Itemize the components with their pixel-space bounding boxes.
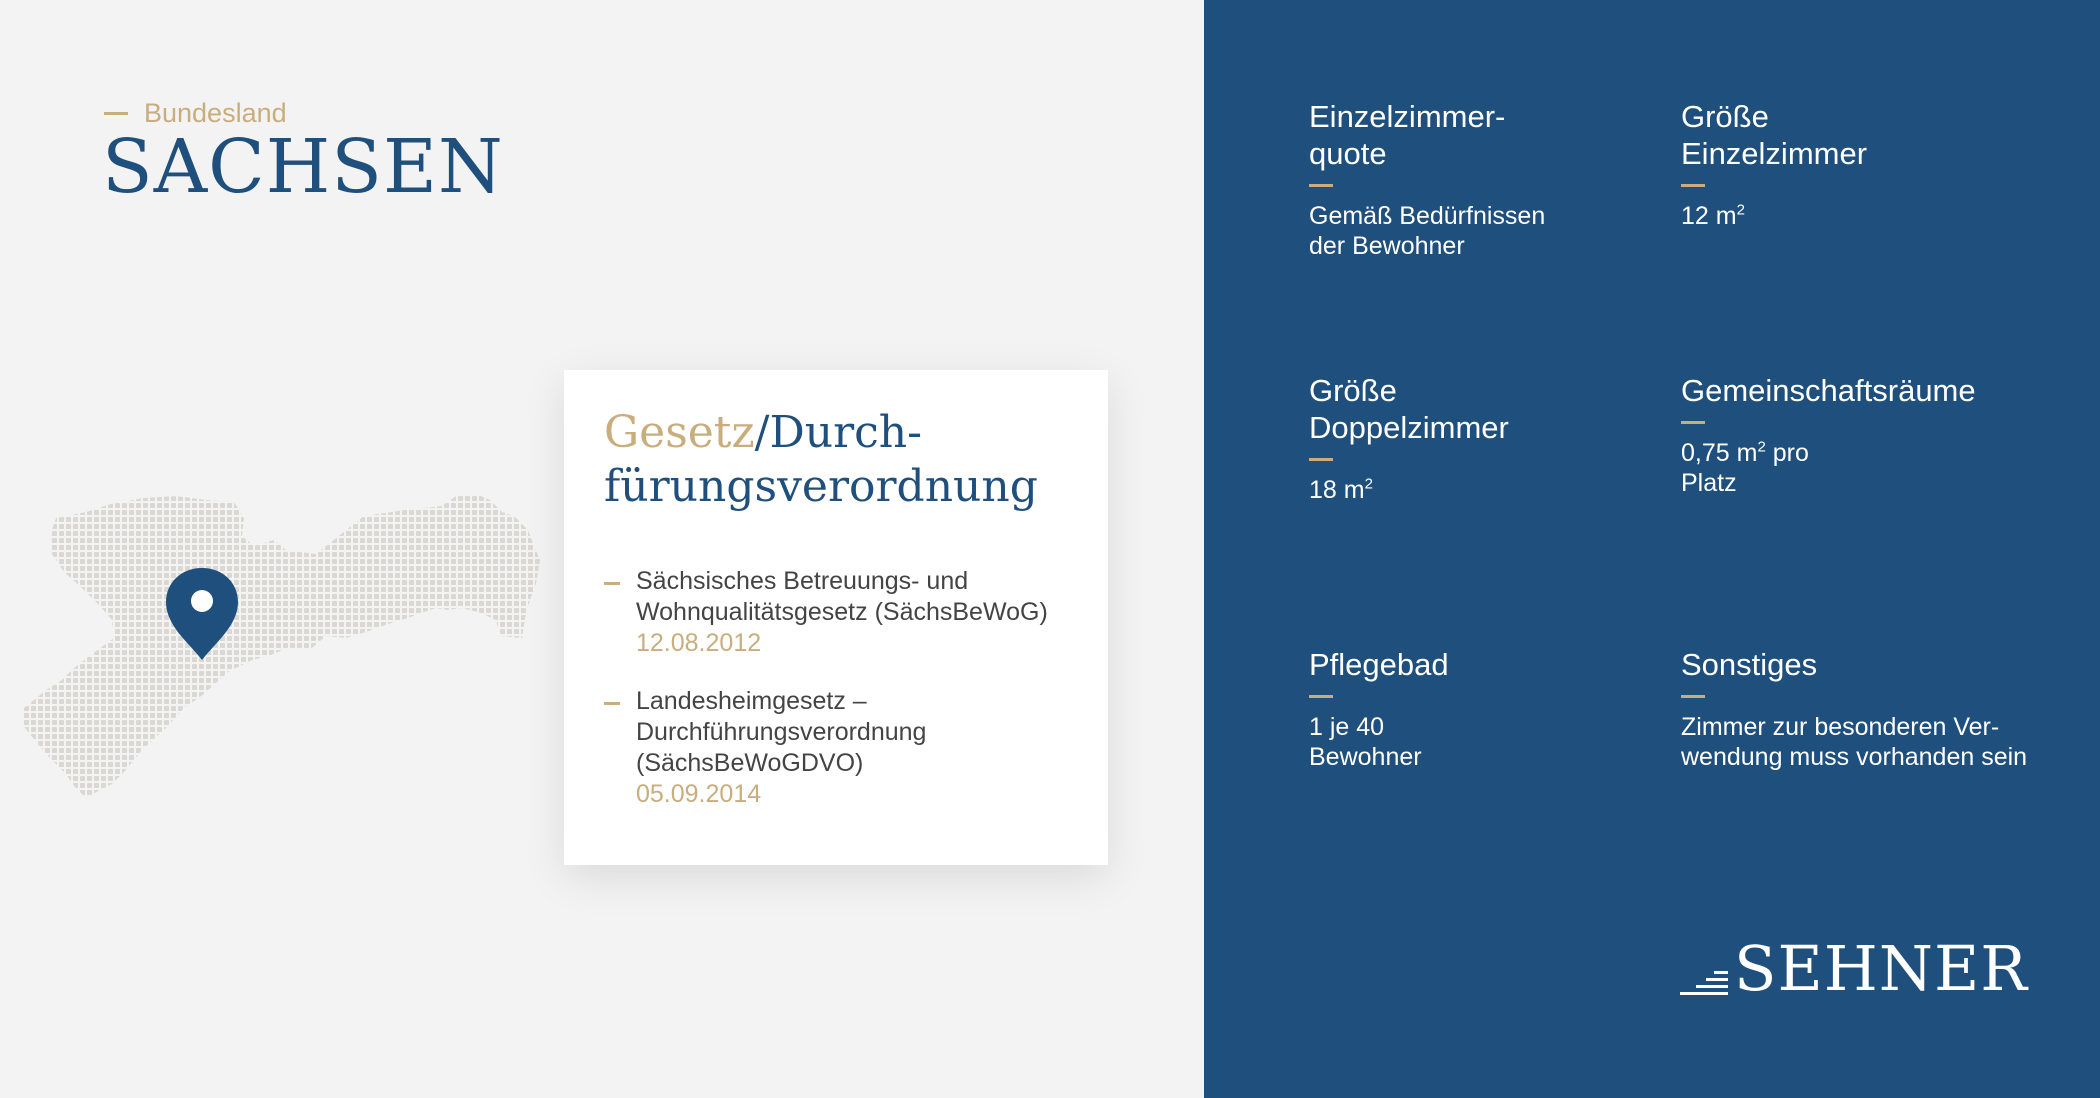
law-item [604, 566, 1074, 659]
fact-label-line: Sonstiges [1681, 647, 1818, 682]
fact-label-line: Gemeinschaftsräume [1681, 373, 1976, 408]
fact-value-sup: 2 [1364, 475, 1373, 493]
saxony-map [16, 488, 546, 888]
fact-groesse-einzelzimmer [1681, 98, 1867, 231]
eyebrow-label: Bundesland [144, 98, 287, 128]
fact-dash [1681, 695, 1705, 698]
law-name-line: Durchführungsverordnung [636, 718, 927, 746]
fact-value-text: 18 m [1309, 476, 1365, 504]
law-dash [604, 582, 620, 585]
logo-stairs-icon [1680, 944, 1728, 1000]
fact-groesse-doppelzimmer [1309, 372, 1509, 505]
fact-dash [1309, 458, 1333, 461]
law-name-line: Wohnqualitätsgesetz (SächsBeWoG) [636, 598, 1048, 626]
fact-value [1309, 475, 1509, 505]
fact-dash [1681, 184, 1705, 187]
card-title-gold: Gesetz [604, 407, 755, 458]
fact-value-line: Gemäß Bedürfnissen [1309, 202, 1546, 230]
fact-value-line: Platz [1681, 469, 1737, 497]
fact-label [1309, 372, 1509, 446]
fact-value-line: Zimmer zur besonderen Ver- [1681, 713, 2000, 741]
fact-value-line: 1 je 40 [1309, 713, 1385, 741]
law-date: 12.08.2012 [636, 629, 762, 657]
fact-label-line: Größe [1309, 373, 1397, 408]
fact-value-line: wendung muss vorhanden sein [1681, 743, 2028, 771]
fact-value-line: Bewohner [1309, 743, 1422, 771]
fact-value [1681, 712, 2027, 772]
fact-label-line: Einzelzimmer [1681, 136, 1868, 171]
fact-value-sup: 2 [1757, 438, 1766, 456]
law-dash [604, 702, 620, 705]
fact-value-text: 0,75 m [1681, 439, 1758, 467]
law-card-title [604, 406, 1074, 514]
eyebrow-dash [104, 112, 128, 115]
fact-label-line: Einzelzimmer- [1309, 99, 1506, 134]
fact-value [1309, 201, 1545, 261]
fact-label [1309, 646, 1449, 683]
card-title-line2: fürungsverordnung [604, 461, 1038, 512]
law-date: 05.09.2014 [636, 780, 762, 808]
fact-gemeinschaftsraeume [1681, 372, 1976, 498]
fact-sonstiges [1681, 646, 2027, 772]
law-card [564, 370, 1108, 865]
fact-label [1681, 98, 1867, 172]
saxony-shape [22, 494, 540, 798]
fact-label-line: Pflegebad [1309, 647, 1449, 682]
fact-value-sup: 2 [1736, 201, 1745, 219]
law-name-line: Landesheimgesetz – [636, 687, 867, 715]
law-name [636, 686, 1074, 779]
fact-value [1681, 438, 1976, 498]
state-title: SACHSEN [102, 124, 504, 210]
fact-label-line: quote [1309, 136, 1387, 171]
fact-label [1681, 372, 1976, 409]
card-title-blue: /Durch- [754, 407, 922, 458]
fact-label [1309, 98, 1545, 172]
law-name-line: (SächsBeWoGDVO) [636, 749, 864, 777]
law-name [636, 566, 1074, 628]
fact-value [1681, 201, 1867, 231]
sehner-logo [1680, 932, 2028, 1005]
fact-label-line: Doppelzimmer [1309, 410, 1509, 445]
fact-value-text: 12 m [1681, 202, 1737, 230]
fact-label-line: Größe [1681, 99, 1769, 134]
law-name-line: Sächsisches Betreuungs- und [636, 567, 969, 595]
fact-dash [1309, 184, 1333, 187]
law-item [604, 686, 1074, 810]
fact-label [1681, 646, 2027, 683]
fact-value [1309, 712, 1449, 772]
fact-einzelzimmerquote [1309, 98, 1545, 261]
logo-wordmark: SEHNER [1734, 932, 2028, 1005]
fact-pflegebad [1309, 646, 1449, 772]
fact-value-line: der Bewohner [1309, 232, 1465, 260]
fact-value-suffix: pro [1765, 439, 1809, 467]
fact-dash [1309, 695, 1333, 698]
fact-dash [1681, 421, 1705, 424]
